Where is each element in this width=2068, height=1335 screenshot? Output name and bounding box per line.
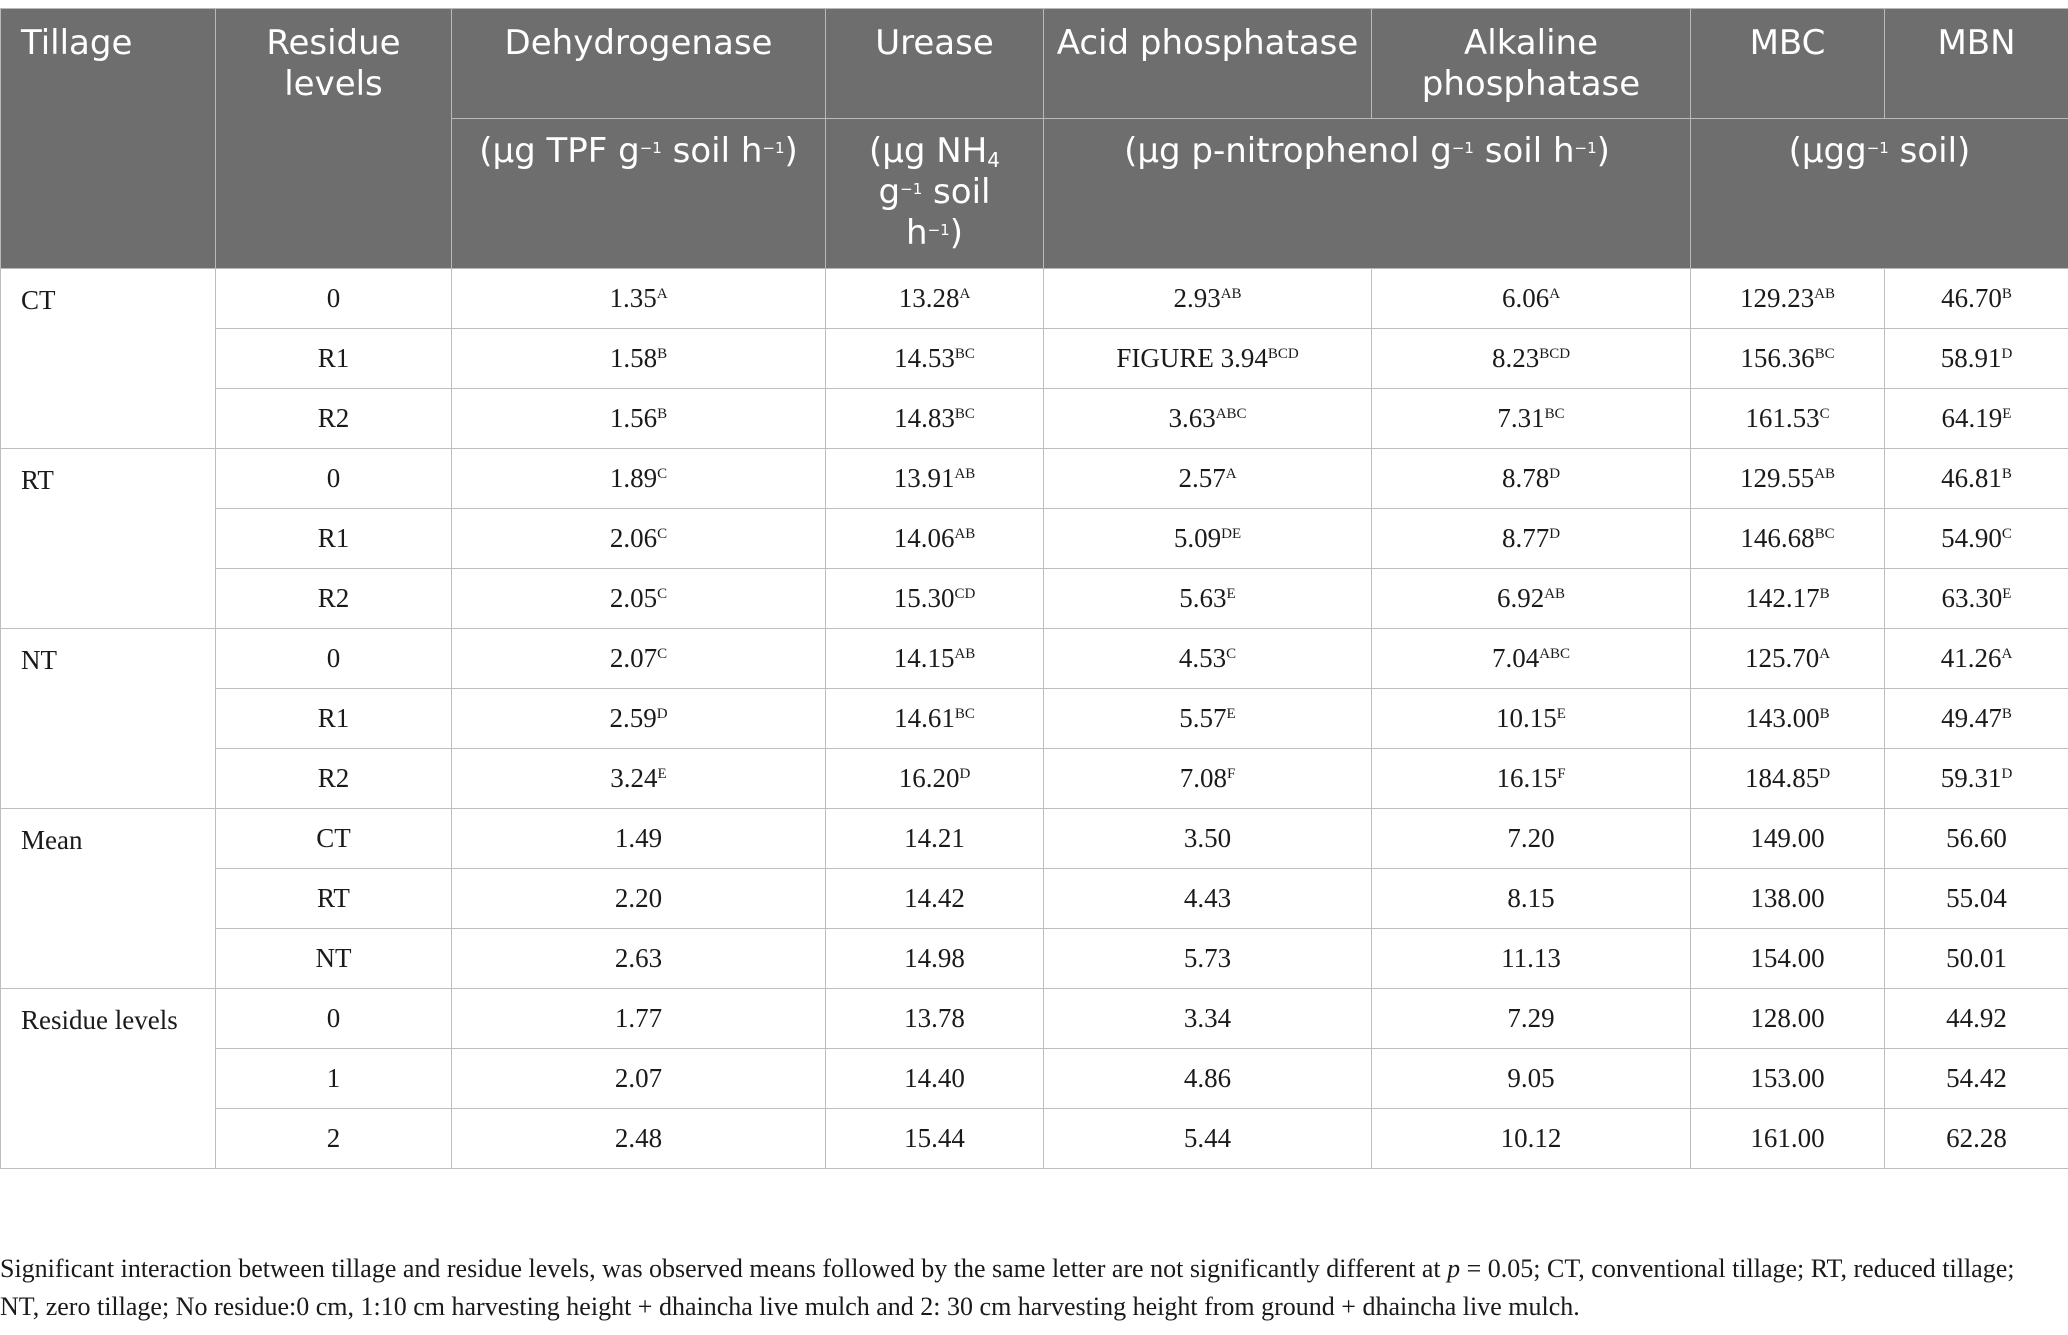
residue-level-cell: R2 bbox=[216, 389, 452, 449]
group-label: NT bbox=[1, 629, 216, 809]
residue-level-cell: R1 bbox=[216, 329, 452, 389]
dehydrogenase-value: 2.59 bbox=[609, 703, 657, 733]
unit-urease: (µg $NH_4$ $g^{-1}$ soil $h^{-1}$) bbox=[826, 119, 1044, 269]
acid-phosphatase-cell bbox=[1044, 1109, 1372, 1169]
acid-phosphatase-cell bbox=[1044, 269, 1372, 329]
significance-letter: A bbox=[2001, 646, 2013, 662]
alkaline-phosphatase-value: 7.04 bbox=[1491, 643, 1540, 673]
alkaline-phosphatase-cell bbox=[1372, 869, 1691, 929]
table-row bbox=[1, 1109, 2068, 1169]
urease-cell bbox=[826, 809, 1044, 869]
mbn-value: 44.92 bbox=[1946, 1003, 2007, 1033]
mbn-cell bbox=[1885, 689, 2068, 749]
acid-phosphatase-cell bbox=[1044, 1049, 1372, 1109]
mbc-value: 129.23 bbox=[1739, 283, 1815, 313]
urease-cell bbox=[826, 509, 1044, 569]
significance-letter: C bbox=[657, 586, 668, 602]
mbc-value: 149.00 bbox=[1750, 823, 1825, 853]
mbc-value: 161.53 bbox=[1745, 403, 1820, 433]
mbn-value: 46.81 bbox=[1941, 463, 2002, 493]
alkaline-phosphatase-cell bbox=[1372, 329, 1691, 389]
acid-phosphatase-cell bbox=[1044, 929, 1372, 989]
acid-phosphatase-value: 3.50 bbox=[1183, 823, 1232, 853]
dehydrogenase-cell bbox=[452, 509, 826, 569]
significance-letter: AB bbox=[954, 466, 976, 482]
significance-letter: DE bbox=[1221, 526, 1242, 542]
urease-value: 14.61 bbox=[894, 703, 955, 733]
dehydrogenase-cell bbox=[452, 629, 826, 689]
significance-letter: F bbox=[1226, 766, 1236, 782]
significance-letter: BC bbox=[954, 346, 975, 362]
dehydrogenase-value: 1.77 bbox=[614, 1003, 663, 1033]
unit-microbial: (µgg$^{-1}$ soil) bbox=[1691, 119, 2068, 269]
significance-letter: D bbox=[2001, 766, 2013, 782]
acid-phosphatase-value: 7.08 bbox=[1179, 763, 1227, 793]
significance-letter: F bbox=[1557, 766, 1566, 782]
mbc-cell bbox=[1691, 329, 1885, 389]
dehydrogenase-cell bbox=[452, 1049, 826, 1109]
mbn-cell bbox=[1885, 809, 2068, 869]
mbn-value: 63.30 bbox=[1941, 583, 2003, 613]
group-label: Residue levels bbox=[1, 989, 216, 1169]
alkaline-phosphatase-cell bbox=[1372, 1049, 1691, 1109]
significance-letter: AB bbox=[1814, 286, 1836, 302]
significance-letter: D bbox=[656, 706, 668, 722]
mbn-cell bbox=[1885, 449, 2068, 509]
mbn-value: 46.70 bbox=[1941, 283, 2002, 313]
mbn-cell bbox=[1885, 1109, 2068, 1169]
dehydrogenase-cell bbox=[452, 869, 826, 929]
alkaline-phosphatase-cell bbox=[1372, 509, 1691, 569]
table-row bbox=[1, 629, 2068, 689]
mbc-cell bbox=[1691, 869, 1885, 929]
alkaline-phosphatase-value: 10.12 bbox=[1500, 1123, 1562, 1153]
header-tillage: Tillage bbox=[1, 9, 216, 269]
residue-level-cell: 2 bbox=[216, 1109, 452, 1169]
alkaline-phosphatase-value: 8.77 bbox=[1501, 523, 1550, 553]
significance-letter: AB bbox=[954, 646, 976, 662]
urease-value: 15.30 bbox=[893, 583, 955, 613]
dehydrogenase-cell bbox=[452, 929, 826, 989]
mbn-cell bbox=[1885, 1049, 2068, 1109]
significance-letter: B bbox=[657, 406, 668, 422]
table-body bbox=[1, 269, 2068, 1169]
table-row bbox=[1, 329, 2068, 389]
header-mbc: MBC bbox=[1691, 9, 1885, 119]
mbn-value: 55.04 bbox=[1946, 883, 2007, 913]
alkaline-phosphatase-cell bbox=[1372, 269, 1691, 329]
residue-level-cell: CT bbox=[216, 809, 452, 869]
mbn-cell bbox=[1885, 629, 2068, 689]
acid-phosphatase-value: 3.63 bbox=[1168, 403, 1216, 433]
significance-letter: D bbox=[2001, 346, 2013, 362]
mbc-cell bbox=[1691, 449, 1885, 509]
urease-value: 13.28 bbox=[898, 283, 960, 313]
urease-value: 14.21 bbox=[904, 823, 965, 853]
mbn-value: 59.31 bbox=[1940, 763, 2002, 793]
mbn-cell bbox=[1885, 269, 2068, 329]
alkaline-phosphatase-value: 8.15 bbox=[1507, 883, 1555, 913]
dehydrogenase-value: 2.05 bbox=[609, 583, 658, 613]
significance-letter: D bbox=[1819, 766, 1831, 782]
significance-letter: AB bbox=[1220, 286, 1242, 302]
dehydrogenase-value: 2.07 bbox=[614, 1063, 663, 1093]
mbc-cell bbox=[1691, 389, 1885, 449]
dehydrogenase-cell bbox=[452, 569, 826, 629]
alkaline-phosphatase-cell bbox=[1372, 749, 1691, 809]
mbc-cell bbox=[1691, 1049, 1885, 1109]
dehydrogenase-value: 2.63 bbox=[614, 943, 663, 973]
mbc-cell bbox=[1691, 269, 1885, 329]
urease-cell bbox=[826, 689, 1044, 749]
significance-letter: E bbox=[657, 766, 667, 782]
dehydrogenase-value: 2.06 bbox=[609, 523, 658, 553]
mbc-value: 129.55 bbox=[1739, 463, 1815, 493]
dehydrogenase-value: 3.24 bbox=[610, 763, 658, 793]
header-dehydrogenase: Dehydrogenase bbox=[452, 9, 826, 119]
significance-letter: E bbox=[1226, 586, 1236, 602]
mbc-cell bbox=[1691, 749, 1885, 809]
acid-phosphatase-cell bbox=[1044, 449, 1372, 509]
mbc-value: 143.00 bbox=[1745, 703, 1820, 733]
alkaline-phosphatase-value: 11.13 bbox=[1501, 943, 1561, 973]
table-row bbox=[1, 449, 2068, 509]
residue-level-cell: 0 bbox=[216, 989, 452, 1049]
acid-phosphatase-value: 5.09 bbox=[1173, 523, 1222, 553]
urease-cell bbox=[826, 449, 1044, 509]
mbn-value: 54.42 bbox=[1946, 1063, 2007, 1093]
alkaline-phosphatase-cell bbox=[1372, 809, 1691, 869]
mbc-value: 156.36 bbox=[1740, 343, 1815, 373]
urease-value: 13.91 bbox=[893, 463, 955, 493]
urease-value: 14.83 bbox=[894, 403, 955, 433]
significance-letter: BCD bbox=[1267, 346, 1299, 362]
residue-level-cell: R2 bbox=[216, 749, 452, 809]
urease-value: 14.40 bbox=[904, 1063, 965, 1093]
significance-letter: BCD bbox=[1539, 346, 1571, 362]
mbn-value: 64.19 bbox=[1941, 403, 2003, 433]
mbc-cell bbox=[1691, 1109, 1885, 1169]
acid-phosphatase-value: 2.57 bbox=[1178, 463, 1226, 493]
mbc-cell bbox=[1691, 569, 1885, 629]
dehydrogenase-cell bbox=[452, 269, 826, 329]
acid-phosphatase-cell bbox=[1044, 989, 1372, 1049]
group-label: Mean bbox=[1, 809, 216, 989]
dehydrogenase-cell bbox=[452, 689, 826, 749]
mbn-value: 41.26 bbox=[1940, 643, 2002, 673]
residue-level-cell: 0 bbox=[216, 629, 452, 689]
acid-phosphatase-cell bbox=[1044, 749, 1372, 809]
significance-letter: C bbox=[657, 646, 668, 662]
acid-phosphatase-value: 3.34 bbox=[1183, 1003, 1232, 1033]
mbn-value: 49.47 bbox=[1941, 703, 2002, 733]
residue-level-cell: R1 bbox=[216, 509, 452, 569]
mbc-value: 184.85 bbox=[1744, 763, 1820, 793]
mbc-cell bbox=[1691, 629, 1885, 689]
dehydrogenase-value: 2.07 bbox=[609, 643, 658, 673]
significance-letter: CD bbox=[954, 586, 976, 602]
significance-letter: C bbox=[1819, 406, 1830, 422]
significance-letter: ABC bbox=[1215, 406, 1247, 422]
dehydrogenase-cell bbox=[452, 749, 826, 809]
header-urease: Urease bbox=[826, 9, 1044, 119]
acid-phosphatase-cell bbox=[1044, 689, 1372, 749]
significance-letter: BC bbox=[1814, 346, 1835, 362]
unit-phosphatase: (µg p-nitrophenol $g^{-1}$ soil $h^{-1}$) bbox=[1044, 119, 1691, 269]
urease-cell bbox=[826, 569, 1044, 629]
alkaline-phosphatase-cell bbox=[1372, 629, 1691, 689]
significance-letter: ABC bbox=[1539, 646, 1571, 662]
acid-phosphatase-cell bbox=[1044, 809, 1372, 869]
significance-letter: BC bbox=[954, 406, 975, 422]
acid-phosphatase-cell bbox=[1044, 329, 1372, 389]
table-row bbox=[1, 869, 2068, 929]
acid-phosphatase-cell bbox=[1044, 569, 1372, 629]
mbn-cell bbox=[1885, 749, 2068, 809]
mbn-value: 54.90 bbox=[1941, 523, 2002, 553]
urease-value: 14.53 bbox=[894, 343, 955, 373]
urease-cell bbox=[826, 329, 1044, 389]
mbn-value: 56.60 bbox=[1946, 823, 2007, 853]
significance-letter: AB bbox=[954, 526, 976, 542]
urease-cell bbox=[826, 929, 1044, 989]
urease-value: 14.15 bbox=[893, 643, 955, 673]
mbn-value: 62.28 bbox=[1946, 1123, 2007, 1153]
acid-phosphatase-value: 5.63 bbox=[1179, 583, 1227, 613]
unit-dehydrogenase: (µg TPF $g^{-1}$ soil $h^{-1}$) bbox=[452, 119, 826, 269]
mbc-value: 153.00 bbox=[1750, 1063, 1825, 1093]
residue-level-cell: R1 bbox=[216, 689, 452, 749]
urease-value: 14.06 bbox=[893, 523, 955, 553]
residue-level-cell: 0 bbox=[216, 449, 452, 509]
mbn-cell bbox=[1885, 509, 2068, 569]
urease-cell bbox=[826, 269, 1044, 329]
mbc-value: 128.00 bbox=[1750, 1003, 1825, 1033]
alkaline-phosphatase-value: 6.06 bbox=[1501, 283, 1550, 313]
dehydrogenase-cell bbox=[452, 809, 826, 869]
mbc-value: 125.70 bbox=[1744, 643, 1820, 673]
alkaline-phosphatase-value: 7.31 bbox=[1497, 403, 1545, 433]
mbc-value: 146.68 bbox=[1740, 523, 1815, 553]
dehydrogenase-value: 1.56 bbox=[609, 403, 658, 433]
table-row bbox=[1, 509, 2068, 569]
mbn-cell bbox=[1885, 929, 2068, 989]
significance-letter: BC bbox=[1814, 526, 1835, 542]
alkaline-phosphatase-value: 6.92 bbox=[1496, 583, 1545, 613]
table-header bbox=[1, 9, 2068, 269]
significance-letter: BC bbox=[1544, 406, 1565, 422]
dehydrogenase-value: 2.20 bbox=[614, 883, 663, 913]
dehydrogenase-value: 1.35 bbox=[609, 283, 657, 313]
dehydrogenase-cell bbox=[452, 989, 826, 1049]
mbn-cell bbox=[1885, 989, 2068, 1049]
significance-letter: AB bbox=[1814, 466, 1836, 482]
significance-letter: A bbox=[656, 286, 668, 302]
mbc-cell bbox=[1691, 689, 1885, 749]
alkaline-phosphatase-cell bbox=[1372, 689, 1691, 749]
urease-cell bbox=[826, 1049, 1044, 1109]
mbn-value: 50.01 bbox=[1946, 943, 2007, 973]
mbc-cell bbox=[1691, 509, 1885, 569]
significance-letter: C bbox=[1226, 646, 1237, 662]
significance-letter: C bbox=[2001, 526, 2012, 542]
urease-value: 14.42 bbox=[904, 883, 965, 913]
significance-letter: E bbox=[1226, 706, 1236, 722]
acid-phosphatase-cell bbox=[1044, 869, 1372, 929]
mbn-value: 58.91 bbox=[1940, 343, 2002, 373]
urease-cell bbox=[826, 629, 1044, 689]
alkaline-phosphatase-value: 10.15 bbox=[1496, 703, 1557, 733]
dehydrogenase-value: 1.89 bbox=[609, 463, 658, 493]
significance-letter: C bbox=[657, 526, 668, 542]
mbn-cell bbox=[1885, 569, 2068, 629]
significance-letter: B bbox=[1819, 706, 1830, 722]
mbn-cell bbox=[1885, 869, 2068, 929]
header-alkaline-phosphatase: Alkaline phosphatase bbox=[1372, 9, 1691, 119]
significance-letter: B bbox=[2001, 286, 2012, 302]
alkaline-phosphatase-cell bbox=[1372, 389, 1691, 449]
alkaline-phosphatase-cell bbox=[1372, 569, 1691, 629]
alkaline-phosphatase-cell bbox=[1372, 929, 1691, 989]
mbc-cell bbox=[1691, 809, 1885, 869]
acid-phosphatase-value: 4.43 bbox=[1183, 883, 1232, 913]
table-row bbox=[1, 809, 2068, 869]
residue-level-cell: 1 bbox=[216, 1049, 452, 1109]
alkaline-phosphatase-value: 16.15 bbox=[1496, 763, 1558, 793]
urease-value: 13.78 bbox=[904, 1003, 965, 1033]
dehydrogenase-cell bbox=[452, 1109, 826, 1169]
urease-value: 16.20 bbox=[898, 763, 960, 793]
dehydrogenase-value: 1.49 bbox=[614, 823, 663, 853]
significance-letter: A bbox=[1819, 646, 1831, 662]
alkaline-phosphatase-value: 7.29 bbox=[1507, 1003, 1555, 1033]
significance-letter: E bbox=[1556, 706, 1566, 722]
dehydrogenase-cell bbox=[452, 389, 826, 449]
acid-phosphatase-value: 4.86 bbox=[1183, 1063, 1232, 1093]
table-row bbox=[1, 1049, 2068, 1109]
significance-letter: B bbox=[657, 346, 668, 362]
group-label: RT bbox=[1, 449, 216, 629]
significance-letter: B bbox=[2001, 706, 2012, 722]
significance-letter: A bbox=[1549, 286, 1561, 302]
significance-letter: E bbox=[2002, 586, 2012, 602]
alkaline-phosphatase-value: 9.05 bbox=[1507, 1063, 1555, 1093]
urease-value: 14.98 bbox=[904, 943, 965, 973]
mbc-value: 138.00 bbox=[1750, 883, 1825, 913]
alkaline-phosphatase-value: 8.23 bbox=[1491, 343, 1540, 373]
header-acid-phosphatase: Acid phosphatase bbox=[1044, 9, 1372, 119]
acid-phosphatase-value: FIGURE 3.94 bbox=[1116, 343, 1268, 373]
data-table bbox=[0, 8, 2068, 1169]
urease-cell bbox=[826, 989, 1044, 1049]
table-row bbox=[1, 389, 2068, 449]
acid-phosphatase-cell bbox=[1044, 509, 1372, 569]
residue-level-cell: RT bbox=[216, 869, 452, 929]
mbn-cell bbox=[1885, 329, 2068, 389]
urease-cell bbox=[826, 389, 1044, 449]
footnote: Significant interaction between tillage and residue levels, was observed means followed by the same letter are not significantly different at p = 0.05; CT, conventional tillage; RT, reduced tillage; NT, zero tillage; No residue:0 cm, 1:10 cm harvesting height + dhaincha live mulch and 2: 30 cm harvesting height from ground + dhaincha live mulch. bbox=[0, 1254, 2015, 1321]
significance-letter: B bbox=[2001, 466, 2012, 482]
dehydrogenase-cell bbox=[452, 449, 826, 509]
header-residue-levels: Residue levels bbox=[216, 9, 452, 269]
table-row bbox=[1, 749, 2068, 809]
acid-phosphatase-value: 4.53 bbox=[1178, 643, 1227, 673]
mbc-cell bbox=[1691, 989, 1885, 1049]
alkaline-phosphatase-cell bbox=[1372, 989, 1691, 1049]
table-row bbox=[1, 269, 2068, 329]
mbc-value: 142.17 bbox=[1745, 583, 1820, 613]
significance-letter: E bbox=[2002, 406, 2012, 422]
table-row bbox=[1, 569, 2068, 629]
significance-letter: AB bbox=[1544, 586, 1566, 602]
urease-value: 15.44 bbox=[904, 1123, 965, 1153]
header-mbn: MBN bbox=[1885, 9, 2068, 119]
mbc-cell bbox=[1691, 929, 1885, 989]
significance-letter: A bbox=[959, 286, 971, 302]
urease-cell bbox=[826, 869, 1044, 929]
alkaline-phosphatase-value: 7.20 bbox=[1507, 823, 1555, 853]
dehydrogenase-value: 2.48 bbox=[614, 1123, 663, 1153]
acid-phosphatase-cell bbox=[1044, 389, 1372, 449]
dehydrogenase-cell bbox=[452, 329, 826, 389]
acid-phosphatase-value: 5.73 bbox=[1183, 943, 1232, 973]
group-label: CT bbox=[1, 269, 216, 449]
residue-level-cell: NT bbox=[216, 929, 452, 989]
significance-letter: B bbox=[1819, 586, 1830, 602]
significance-letter: C bbox=[657, 466, 668, 482]
significance-letter: BC bbox=[954, 706, 975, 722]
residue-level-cell: 0 bbox=[216, 269, 452, 329]
acid-phosphatase-value: 2.93 bbox=[1173, 283, 1221, 313]
alkaline-phosphatase-cell bbox=[1372, 449, 1691, 509]
dehydrogenase-value: 1.58 bbox=[609, 343, 658, 373]
acid-phosphatase-cell bbox=[1044, 629, 1372, 689]
mbc-value: 154.00 bbox=[1750, 943, 1825, 973]
residue-level-cell: R2 bbox=[216, 569, 452, 629]
table-row bbox=[1, 989, 2068, 1049]
acid-phosphatase-value: 5.44 bbox=[1183, 1123, 1232, 1153]
urease-cell bbox=[826, 1109, 1044, 1169]
alkaline-phosphatase-cell bbox=[1372, 1109, 1691, 1169]
table-row bbox=[1, 929, 2068, 989]
significance-letter: D bbox=[959, 766, 971, 782]
significance-letter: D bbox=[1549, 466, 1561, 482]
mbn-cell bbox=[1885, 389, 2068, 449]
urease-cell bbox=[826, 749, 1044, 809]
acid-phosphatase-value: 5.57 bbox=[1179, 703, 1227, 733]
significance-letter: A bbox=[1225, 466, 1237, 482]
alkaline-phosphatase-value: 8.78 bbox=[1501, 463, 1550, 493]
table-row bbox=[1, 689, 2068, 749]
mbc-value: 161.00 bbox=[1750, 1123, 1825, 1153]
significance-letter: D bbox=[1549, 526, 1561, 542]
